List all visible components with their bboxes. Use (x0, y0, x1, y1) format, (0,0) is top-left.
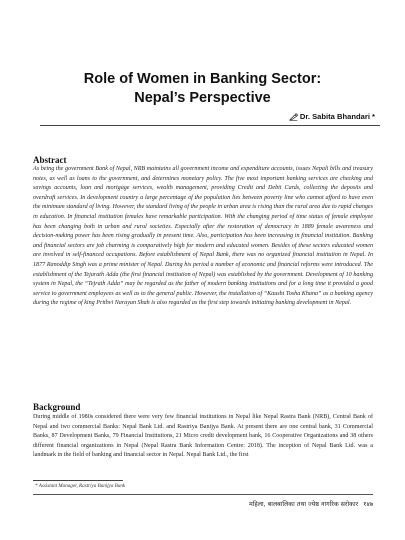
page-number: १४७ (363, 501, 373, 508)
footnote: * Assistant Manager, Rastriya Banijya Bank (35, 483, 126, 489)
background-body: During middle of 1980s considered there were very few financial institutions in Nepal like Nepal Rastra Bank (NRB), Central Bank of Nepal and two commercial Banks: Nepal Bank Ltd. and Rastriya Banijya Bank. At present there are one central bank, 31 Commercial Banks, 87 Development Banks, 79 Financial Institutions, 21 Micro credit development bank, 16 Cooperative Organizations and 38 others different financial organizations in Nepal (Nepal Rastra Bank Information Centre: 2018). The inception of Nepal Bank Ltd. was a landmark in the field of banking and financial sector in Nepal. Nepal Bank Ltd., the first (33, 414, 373, 459)
footer-divider (33, 494, 373, 495)
abstract-body: As being the government Bank of Nepal, NRB maintains all government income and expenditure accounts, issues Nepali bills and treasury notes, as well as loans to the government, and determines monetary policy. The five most important banking services are checking and savings accounts, loan and mortgage services, wealth management, providing Credit and Debit Cards, collecting the deposits and overdraft services. In development country a large percentage of the population lies between poverty line who cannot afford to have even the minimum standard of living. However, the standard living of the people in urban area is rising than the rural area due to rapid changes in education. In financial institution females have remarkable participation. With the changing period of time status of female employee has been changing both in urban and rural societies. Especially after the restoration of democracy in 1889 female awareness and decision-making power has been rising gradually in present time. Also, participation has been increasing in financial institution. Banking and financial sectors are job charming is comparatively high for modern and educated women. Besides of these sectors educated women are involved in self-financed occupations. Before establishment of Nepal Bank, there was no organized financial institution in Nepal. In 1877 Ranoddip Singh was a prime minister of Nepal. During his period a number of economic and financial reforms were introduced. The establishment of the Tejarath Adda (the first financial institution of Nepal) was established by the government. Development of 10 banking system in Nepal, the “Tejrath Adda” may be regarded as the father of modern banking institutions and for a long time it provided a good service to government employees as well as to the general public. However, the installation of “Kaushi Tosha Khana” as a banking agency during the regime of king Prithvi Narayan Shah is also regarded as the first step towards initiating banking development in Nepal. (33, 166, 373, 307)
pen-writing-icon (289, 113, 298, 121)
abstract-heading: Abstract (33, 155, 67, 165)
footnote-divider (33, 480, 123, 481)
page-footer (249, 499, 373, 508)
journal-name: महिला, बालबालिका तथा ज्येष्ठ नागरिक सरोकार (249, 501, 359, 508)
title-line-1: Role of Women in Banking Sector: (83, 71, 322, 87)
title-line-2: Nepal’s Perspective (134, 90, 271, 106)
article-title (40, 70, 365, 108)
author-name: Dr. Sabita Bhandari * (299, 112, 375, 121)
background-heading: Background (33, 402, 81, 412)
author-byline (289, 112, 375, 121)
title-divider (40, 125, 380, 126)
